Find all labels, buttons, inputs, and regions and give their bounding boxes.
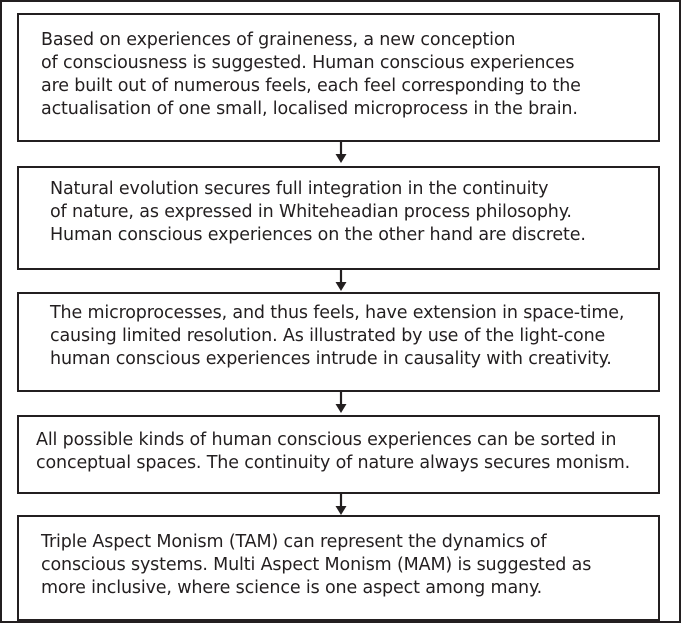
down-arrow-icon bbox=[334, 270, 348, 292]
flow-step-1-text: Based on experiences of graineness, a new conception of consciousness is suggested. Human conscious experiences are built out of numerous feels, each feel corresponding to the actualisation of one small, localised microprocess in the brain. bbox=[41, 30, 581, 119]
flow-step-5-text: Triple Aspect Monism (TAM) can represent the dynamics of conscious systems. Multi Aspect Monism (MAM) is suggested as more inclusive, where science is one aspect among many. bbox=[41, 532, 592, 598]
flow-step-4 bbox=[17, 415, 660, 494]
flow-step-5 bbox=[17, 515, 660, 621]
flow-step-2 bbox=[17, 166, 660, 270]
down-arrow-icon bbox=[334, 494, 348, 516]
flow-step-1 bbox=[17, 13, 660, 142]
flow-step-2-text: Natural evolution secures full integration in the continuity of nature, as expressed in Whiteheadian process philosophy. Human conscious experiences on the other hand are discrete. bbox=[50, 179, 586, 245]
flow-step-4-text: All possible kinds of human conscious experiences can be sorted in conceptual spaces. The continuity of nature always secures monism. bbox=[36, 430, 631, 473]
flow-step-3-text: The microprocesses, and thus feels, have extension in space-time, causing limited resolution. As illustrated by use of the light-cone human conscious experiences intrude in causality with creativity. bbox=[50, 303, 625, 369]
down-arrow-icon bbox=[334, 392, 348, 414]
flow-step-3 bbox=[17, 292, 660, 392]
down-arrow-icon bbox=[334, 142, 348, 164]
